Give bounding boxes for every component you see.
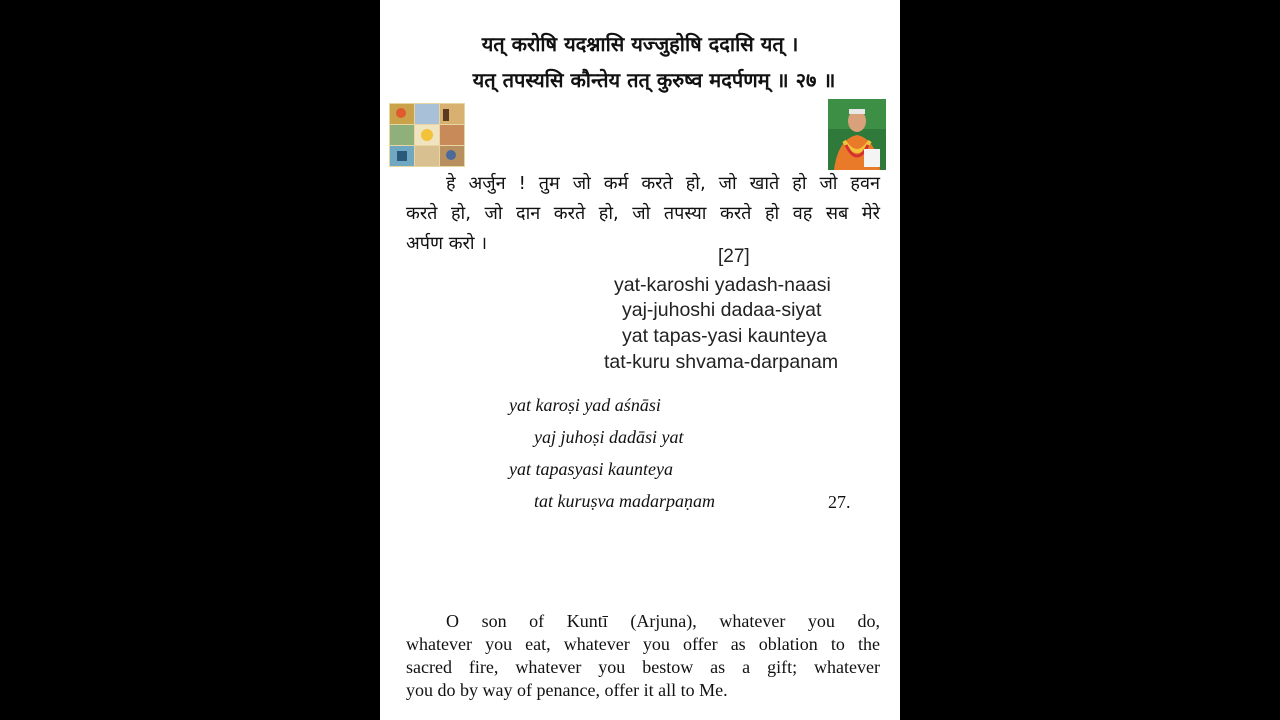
- sanskrit-verse-line-2: यत् तपस्यसि कौन्तेय तत् कुरुष्व मदर्पणम् ॥ २७ ॥: [472, 68, 836, 92]
- transliteration-line-2: yaj-juhoshi dadaa-siyat: [622, 299, 822, 321]
- hindi-line-1: हे अर्जुन ! तुम जो कर्म करते हो, जो खाते हो जो हवन: [446, 173, 880, 194]
- illustration-collage-image: [389, 103, 465, 167]
- hindi-translation: [406, 169, 880, 259]
- english-line-3: sacred fire, whatever you bestow as a gift; whatever: [406, 657, 880, 677]
- english-line-1: O son of Kuntī (Arjuna), whatever you do,: [446, 611, 880, 631]
- hindi-line-2: करते हो, जो दान करते हो, जो तपस्या करते हो वह सब मेरे: [406, 203, 880, 224]
- iast-line-1: yat karoṣi yad aśnāsi: [509, 395, 661, 415]
- english-line-4: you do by way of penance, offer it all to Me.: [406, 680, 728, 700]
- portrait-photo-image: [828, 99, 886, 170]
- transliteration-line-3: yat tapas-yasi kaunteya: [622, 325, 827, 347]
- sanskrit-verse-line-1: यत् करोषि यदश्नासि यज्जुहोषि ददासि यत् ।: [481, 32, 799, 56]
- iast-line-3: yat tapasyasi kaunteya: [509, 459, 673, 479]
- transliteration-line-4: tat-kuru shvama-darpanam: [604, 351, 839, 373]
- english-translation: [406, 610, 880, 702]
- iast-line-2: yaj juhoṣi dadāsi yat: [534, 427, 684, 447]
- hindi-line-3: अर्पण करो ।: [406, 233, 488, 254]
- transliteration-verse-number: [27]: [718, 246, 750, 267]
- iast-line-4: tat kuruṣva madarpaṇam: [534, 491, 715, 511]
- document-page: [380, 0, 900, 720]
- iast-verse-number: 27.: [828, 492, 851, 512]
- transliteration-line-1: yat-karoshi yadash-naasi: [614, 274, 831, 296]
- english-line-2: whatever you eat, whatever you offer as oblation to the: [406, 634, 880, 654]
